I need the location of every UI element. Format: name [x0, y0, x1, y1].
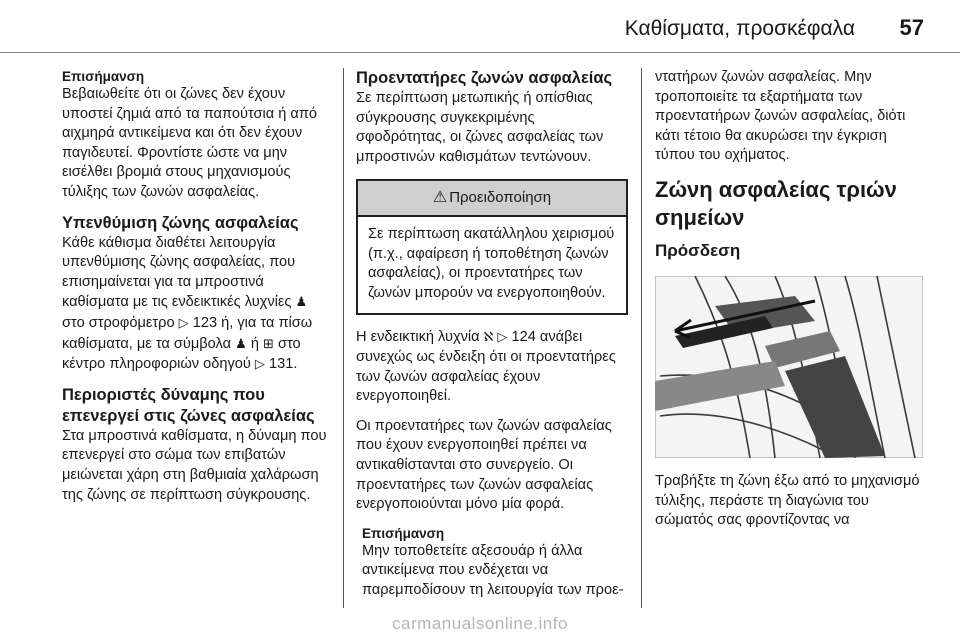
- replacement-text: Οι προεντατήρες των ζωνών ασφαλείας που έχουν ενεργοποιηθεί πρέπει να αντικαθίστανται στο συνεργείο. Οι προεντατήρες των ζωνών ασφαλείας ενεργοποιούνται μόνο μία φορά.: [356, 417, 612, 513]
- note-text: Βεβαιωθείτε ότι οι ζώνες δεν έχουν υποστεί ζημιά από τα παπούτσια ή από αιχμηρά αντικείμενα και ότι δεν έχουν παγιδευτεί. Φροντίστε ώστε να μην εισέλθει βρομιά στους μηχανισμούς τύλιξης των ζωνών ασφαλείας.: [62, 86, 318, 200]
- note-heading: Επισήμανση: [62, 69, 145, 84]
- page-number: 57: [899, 15, 924, 40]
- warning-icon: ⚠: [432, 189, 448, 207]
- heading-belt-reminder: Υπενθύμιση ζώνης ασφαλείας: [62, 213, 299, 232]
- watermark: carmanualsonline.info: [392, 614, 568, 633]
- seat-belt-illustration: [655, 276, 923, 458]
- heading-fastening: Πρόσδεση: [655, 240, 741, 260]
- pretensioner-lamp-text: Η ενδεικτική λυχνία ℵ ▷ 124 ανάβει συνεχώς ως ένδειξη ότι οι προεντατήρες των ζωνών ασφαλείας έχουν ενεργοποιηθεί.: [356, 329, 616, 405]
- note-heading: Επισήμανση: [362, 525, 445, 541]
- seat-belt-icon: ♟: [295, 294, 308, 310]
- page-header: [0, 0, 960, 52]
- fastening-text: Τραβήξτε τη ζώνη έξω από το μηχανισμό τύλιξης, περάστε τη διαγώνια του σώματός σας φροντίζοντας να: [655, 472, 920, 529]
- warning-title: ⚠ Προειδοποίηση: [358, 181, 626, 217]
- page-ref[interactable]: 123: [192, 314, 218, 331]
- pretensioner-lamp-icon: ℵ: [483, 329, 494, 345]
- reference-arrow-icon: ▷: [497, 329, 508, 345]
- column-1: [62, 68, 332, 515]
- header-title: Καθίσματα, προσκέφαλα: [624, 17, 855, 40]
- reference-arrow-icon: ▷: [178, 314, 189, 330]
- heading-pretensioners: Προεντατήρες ζωνών ασφαλείας: [356, 69, 613, 87]
- warning-box: [356, 179, 628, 315]
- belt-reminder-text: Κάθε κάθισμα διαθέτει λειτουργία υπενθύμισης ζώνης ασφαλείας, που επισημαίνεται για τα μπροστινά καθίσματα με τις ενδεικτικές λυχνίες ♟ στο στροφόμετρο ▷ 123 ή, για τα πίσω καθίσματα, με τα σύμβολα ♟ ή ⊞ στο κέντρο πληροφοριών οδηγού ▷ 131.: [62, 234, 313, 373]
- heading-force-limiter: Περιοριστές δύναμης που επενεργεί στις ζώνες ασφαλείας: [62, 385, 315, 425]
- column-divider: [641, 68, 642, 608]
- reference-arrow-icon: ▷: [254, 356, 265, 372]
- column-divider: [343, 68, 344, 608]
- column-3: [655, 68, 923, 541]
- pretensioners-text: Σε περίπτωση μετωπικής ή οπίσθιας σύγκρουσης συγκεκριμένης σφοδρότητας, οι ζώνες ασφαλείας των μπροστινών καθισμάτων τεντώνουν.: [356, 90, 604, 165]
- continued-note-text: ντατήρων ζωνών ασφαλείας. Μην τροποποιείτε τα εξαρτήματα των προεντατήρων ζωνών ασφαλείας, διότι κάτι τέτοιο θα ακυρώσει την έγκριση τύπου του οχήματος.: [655, 69, 906, 164]
- heading-three-point-belt: Ζώνη ασφαλείας τριών σημείων: [655, 176, 897, 230]
- force-limiter-text: Στα μπροστινά καθίσματα, η δύναμη που επενεργεί στο σώμα των επιβατών μειώνεται χάρη στη βαθμιαία χαλάρωση της ζώνης σε περίπτωση σύγκρουσης.: [62, 427, 327, 503]
- seat-belt-icon: ♟: [235, 335, 247, 351]
- page-ref[interactable]: 124: [511, 329, 536, 346]
- warning-text: Σε περίπτωση ακατάλληλου χειρισμού (π.χ., αφαίρεση ή τοποθέτηση ζωνών ασφαλείας), οι προεντατήρες των ζωνών μπορούν να ενεργοποιηθούν.: [368, 225, 615, 301]
- note-text: Μην τοποθετείτε αξεσουάρ ή άλλα αντικείμενα που ενδέχεται να παρεμποδίσουν τη λειτουργία των προε-: [362, 542, 624, 598]
- page-ref[interactable]: 131.: [268, 356, 298, 373]
- rear-seat-icon: ⊞: [263, 335, 274, 351]
- note-block: [362, 525, 628, 601]
- header-divider: [0, 52, 960, 53]
- column-2: [356, 68, 628, 600]
